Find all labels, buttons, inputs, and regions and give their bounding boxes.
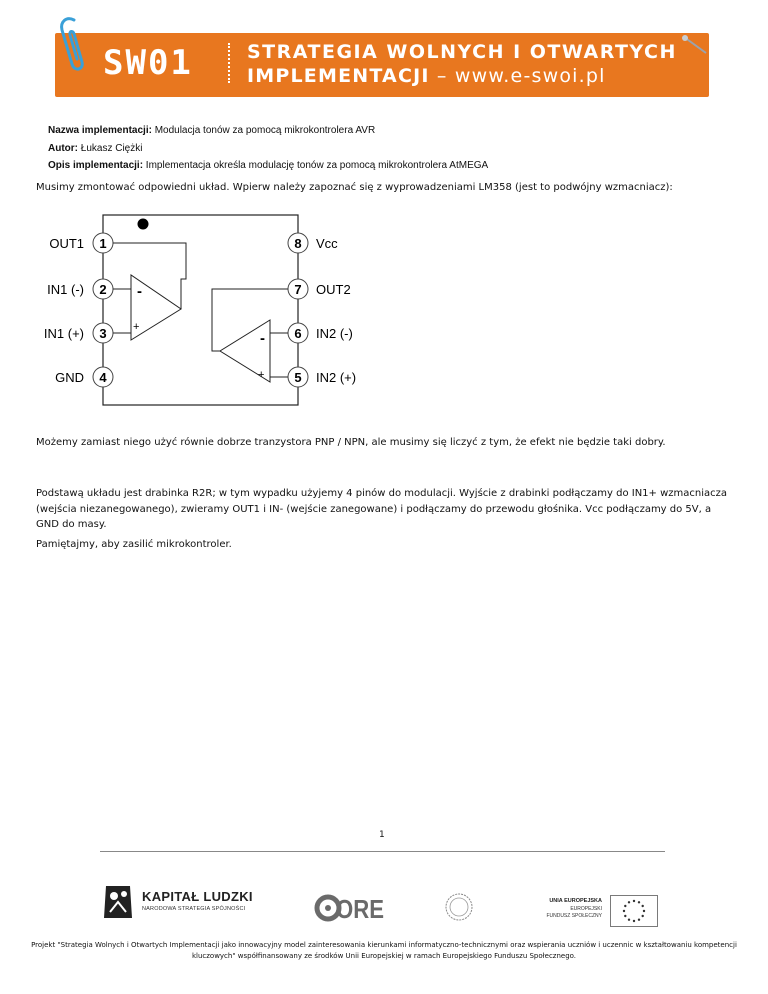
pin-number-2: 2 xyxy=(99,282,107,297)
ore-text: ORE xyxy=(336,894,384,924)
label-vcc: Vcc xyxy=(316,236,338,251)
banner-subtitle: IMPLEMENTACJI – www.e-swoi.pl xyxy=(247,65,606,87)
seal-emblem-icon xyxy=(444,892,474,922)
label-out1: OUT1 xyxy=(49,236,84,251)
opamp2-minus: - xyxy=(260,330,265,347)
banner-title: STRATEGIA WOLNYCH I OTWARTYCH xyxy=(247,41,677,63)
meta-name: Nazwa implementacji: Modulacja tonów za pomocą mikrokontrolera AVR xyxy=(48,125,376,136)
pin-number-1: 1 xyxy=(99,236,107,251)
opamp1-minus: - xyxy=(137,283,142,300)
eu-flag-icon xyxy=(610,895,658,927)
eu-title: UNIA EUROPEJSKA xyxy=(549,898,602,904)
footer-divider xyxy=(100,851,665,852)
pin-number-7: 7 xyxy=(294,282,302,297)
banner-divider xyxy=(228,43,230,83)
pin-number-4: 4 xyxy=(99,370,107,385)
label-in1-minus: IN1 (-) xyxy=(47,282,84,297)
eu-subtitle-1: EUROPEJSKI xyxy=(570,906,602,912)
lm358-pinout-diagram xyxy=(36,212,376,412)
paragraph-power: Pamiętajmy, aby zasilić mikrokontroler. xyxy=(36,539,232,550)
opamp-1 xyxy=(113,243,186,340)
pin-icon xyxy=(680,33,708,57)
banner-url[interactable]: – www.e-swoi.pl xyxy=(429,65,606,87)
opamp2-plus: + xyxy=(258,369,265,381)
paragraph-r2r: Podstawą układu jest drabinka R2R; w tym wypadku użyjemy 4 pinów do modulacji. Wyjście z drabinki podłączamy do IN1+ wzmacniacza (wejścia niezanegowanego), zwieramy OUT1 i IN- (wejście zanegowane) i podłączamy do przewodu głośnika. Vcc podłączamy do 5V, a GND do masy. xyxy=(36,488,728,530)
sw01-logo: SW01 xyxy=(103,43,193,83)
kapital-ludzki-emblem-icon xyxy=(100,882,136,922)
meta-description: Opis implementacji: Implementacja określa modulację tonów za pomocą mikrokontrolera AtMEGA xyxy=(48,160,489,171)
pin-number-3: 3 xyxy=(99,326,107,341)
kapital-ludzki-subtitle: NARODOWA STRATEGIA SPÓJNOŚCI xyxy=(142,906,246,912)
label-in2-plus: IN2 (+) xyxy=(316,370,357,385)
pin-number-6: 6 xyxy=(294,326,302,341)
opamp-2 xyxy=(212,289,288,382)
page-number: 1 xyxy=(379,830,385,840)
pin1-marker xyxy=(138,219,149,230)
eu-subtitle-2: FUNDUSZ SPOŁECZNY xyxy=(546,913,602,919)
label-gnd: GND xyxy=(55,370,84,385)
meta-author: Autor: Łukasz Ciężki xyxy=(48,143,143,154)
pin-number-5: 5 xyxy=(294,370,302,385)
opamp1-plus: + xyxy=(133,321,140,333)
label-in1-plus: IN1 (+) xyxy=(43,326,84,341)
label-in2-minus: IN2 (-) xyxy=(316,326,353,341)
kapital-ludzki-title: KAPITAŁ LUDZKI xyxy=(142,889,253,904)
pin-number-8: 8 xyxy=(294,236,302,251)
label-out2: OUT2 xyxy=(316,282,351,297)
project-footnote: Projekt "Strategia Wolnych i Otwartych Implementacji jako innowacyjny model zainteresowania kierunkami informatyczno-technicznymi oraz wspierania uczniów i uczennic w kształtowaniu kompetencji kluczowych" współfinansowany ze środków Unii Europejskiej w ramach Europejskiego Funduszu Społecznego. xyxy=(31,941,737,960)
paperclip-icon xyxy=(52,14,92,76)
paragraph-intro: Musimy zmontować odpowiedni układ. Wpierw należy zapoznać się z wyprowadzeniami LM358 (jest to podwójny wzmacniacz): xyxy=(36,182,673,193)
paragraph-alternative: Możemy zamiast niego użyć równie dobrze tranzystora PNP / NPN, ale musimy się liczyć z tym, że efekt nie będzie taki dobry. xyxy=(36,437,666,448)
ore-logo xyxy=(316,893,386,923)
